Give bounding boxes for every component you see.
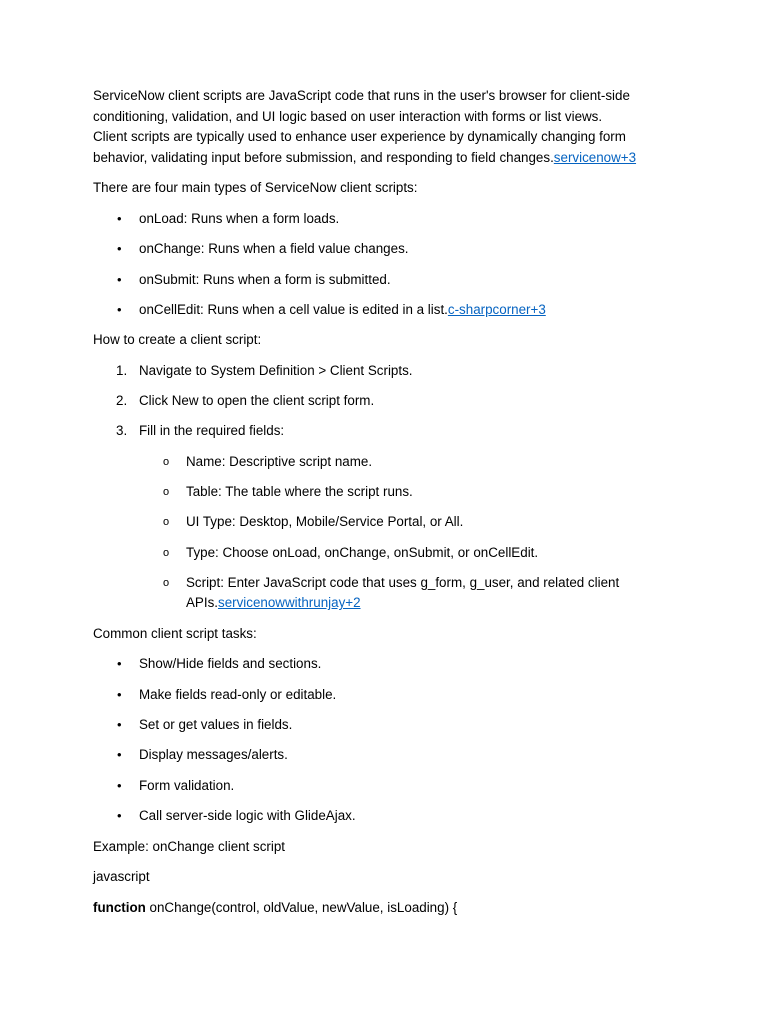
intro-line-4: [93, 148, 693, 169]
example-heading: Example: onChange client script: [93, 839, 286, 854]
field-script-cont: [186, 593, 361, 614]
circle-bullet-icon: o: [163, 516, 170, 528]
intro-paragraph: [93, 86, 693, 168]
code-language-label: javascript: [93, 869, 150, 884]
code-line: [93, 898, 693, 919]
bullet-icon: •: [117, 656, 122, 671]
type-onsubmit: onSubmit: Runs when a form is submitted.: [139, 272, 391, 287]
type-oncelledit: [139, 300, 546, 321]
step-text: Fill in the required fields:: [139, 423, 285, 438]
circle-bullet-icon: o: [163, 547, 170, 559]
code-signature: onChange(control, oldValue, newValue, isLoading) {: [145, 900, 458, 915]
bullet-icon: •: [117, 808, 122, 823]
bullet-icon: •: [117, 778, 122, 793]
type-onload: onLoad: Runs when a form loads.: [139, 211, 340, 226]
bullet-icon: •: [117, 717, 122, 732]
tasks-heading: Common client script tasks:: [93, 626, 257, 641]
field-script: Script: Enter JavaScript code that uses g_form, g_user, and related client: [186, 575, 620, 590]
bullet-icon: •: [117, 241, 122, 256]
bullet-icon: •: [117, 211, 122, 226]
task-text: Call server-side logic with GlideAjax.: [139, 808, 356, 823]
field-ui-type: UI Type: Desktop, Mobile/Service Portal, or All.: [186, 514, 464, 529]
task-text: Display messages/alerts.: [139, 747, 288, 762]
step-text: Navigate to System Definition > Client Scripts.: [139, 363, 413, 378]
step-number: 1.: [116, 363, 128, 378]
task-text: Show/Hide fields and sections.: [139, 656, 322, 671]
circle-bullet-icon: o: [163, 486, 170, 498]
intro-line-4-text: behavior, validating input before submission, and responding to field changes.: [93, 149, 554, 165]
field-table: Table: The table where the script runs.: [186, 484, 413, 499]
bullet-icon: •: [117, 687, 122, 702]
bullet-icon: •: [117, 272, 122, 287]
field-name: Name: Descriptive script name.: [186, 454, 373, 469]
field-script-cont-text: APIs.: [186, 595, 218, 610]
type-oncelledit-text: onCellEdit: Runs when a cell value is edited in a list.: [139, 302, 448, 317]
intro-line-1: ServiceNow client scripts are JavaScript code that runs in the user's browser for client-side: [93, 88, 630, 103]
circle-bullet-icon: o: [163, 577, 170, 589]
intro-line-2: conditioning, validation, and UI logic based on user interaction with forms or list views.: [93, 108, 603, 124]
source-link-c-sharpcorner[interactable]: c-sharpcorner+3: [447, 302, 546, 317]
task-text: Set or get values in fields.: [139, 717, 293, 732]
bullet-icon: •: [117, 302, 122, 317]
step-text: Click New to open the client script form.: [139, 393, 375, 408]
source-link-servicenow[interactable]: servicenow+3: [553, 149, 637, 165]
task-text: Form validation.: [139, 778, 235, 793]
howto-heading: How to create a client script:: [93, 332, 262, 347]
field-type: Type: Choose onLoad, onChange, onSubmit, or onCellEdit.: [186, 545, 539, 560]
types-heading: There are four main types of ServiceNow client scripts:: [93, 180, 418, 195]
bullet-icon: •: [117, 747, 122, 762]
intro-line-3: Client scripts are typically used to enhance user experience by dynamically changing form: [93, 129, 626, 144]
source-link-servicenowwithrunjay[interactable]: servicenowwithrunjay+2: [218, 595, 361, 610]
code-keyword: function: [93, 900, 146, 915]
circle-bullet-icon: o: [163, 456, 170, 468]
type-onchange: onChange: Runs when a field value changes.: [139, 241, 409, 256]
step-number: 3.: [116, 423, 128, 438]
task-text: Make fields read-only or editable.: [139, 687, 337, 702]
step-number: 2.: [116, 393, 128, 408]
